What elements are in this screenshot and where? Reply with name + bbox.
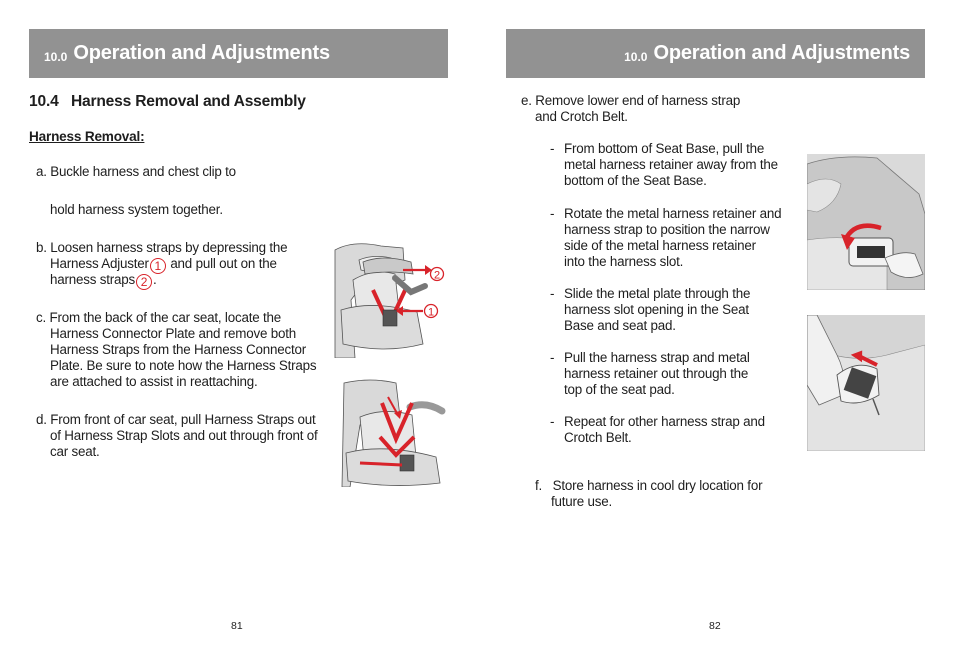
step-a-line2: hold harness system together. xyxy=(50,202,223,217)
callout-2-badge: 2 xyxy=(136,274,152,290)
section-title: 10.4 Harness Removal and Assembly xyxy=(29,93,306,110)
bullet-3-line1: Slide the metal plate through the xyxy=(564,286,751,301)
step-c-line5: are attached to assist in reattaching. xyxy=(50,374,258,389)
figure-pull-plate xyxy=(807,315,925,451)
bullet-1-line2: metal harness retainer away from the xyxy=(564,157,778,172)
step-f-line1: f. Store harness in cool dry location for xyxy=(535,478,763,493)
step-e-line1: e. Remove lower end of harness strap xyxy=(521,93,741,108)
step-c-line3: Harness Straps from the Harness Connector xyxy=(50,342,307,357)
header-number: 10.0 xyxy=(44,49,68,64)
figure-rotate-retainer xyxy=(807,154,925,290)
right-page-header xyxy=(506,29,925,78)
figure-pull-straps xyxy=(340,377,448,487)
header-title: Operation and Adjustments xyxy=(73,42,330,64)
bullet-1-line3: bottom of the Seat Base. xyxy=(564,173,707,188)
step-c-line2: Harness Connector Plate and remove both xyxy=(50,326,297,341)
step-c-line1: c. From the back of the car seat, locate the xyxy=(36,310,282,325)
bullet-5-line1: Repeat for other harness strap and xyxy=(564,414,765,429)
bullet-4-line2: harness retainer out through the xyxy=(564,366,749,381)
bullet-3-dash: - xyxy=(550,286,555,301)
bullet-2-line4: into the harness slot. xyxy=(564,254,684,269)
bullet-2-dash: - xyxy=(550,206,555,221)
bullet-2-line2: harness strap to position the narrow xyxy=(564,222,770,237)
step-b-line2-pre: Harness Adjuster xyxy=(50,256,149,271)
step-a-line1: a. Buckle harness and chest clip to xyxy=(36,164,236,179)
header-title: Operation and Adjustments xyxy=(653,42,910,64)
step-b-line1: b. Loosen harness straps by depressing the xyxy=(36,240,288,255)
bullet-3-line2: harness slot opening in the Seat xyxy=(564,302,749,317)
header-number: 10.0 xyxy=(624,49,648,64)
bullet-2-line3: side of the metal harness retainer xyxy=(564,238,756,253)
step-b-line3 xyxy=(50,272,157,290)
bullet-4-line3: top of the seat pad. xyxy=(564,382,675,397)
step-d-line2: of Harness Strap Slots and out through front of xyxy=(50,428,318,443)
page-number-right: 82 xyxy=(709,620,721,632)
figure-callout-1-label: 1 xyxy=(427,306,435,319)
figure-loosen-harness xyxy=(333,240,448,358)
step-e-line2: and Crotch Belt. xyxy=(535,109,628,124)
subsection-title: Harness Removal: xyxy=(29,129,145,144)
bullet-5-line2: Crotch Belt. xyxy=(564,430,632,445)
bullet-1-dash: - xyxy=(550,141,555,156)
step-c-line4: Plate. Be sure to note how the Harness Straps xyxy=(50,358,317,373)
step-b-line2-post: and pull out on the xyxy=(170,256,277,271)
step-d-line3: car seat. xyxy=(50,444,100,459)
figure-callout-2-label: 2 xyxy=(433,269,441,282)
bullet-4-line1: Pull the harness strap and metal xyxy=(564,350,750,365)
bullet-1-line1: From bottom of Seat Base, pull the xyxy=(564,141,765,156)
callout-1-badge: 1 xyxy=(150,258,166,274)
bullet-4-dash: - xyxy=(550,350,555,365)
step-b-line3-post: . xyxy=(153,272,157,287)
left-page-header xyxy=(29,29,448,78)
bullet-5-dash: - xyxy=(550,414,555,429)
step-d-line1: d. From front of car seat, pull Harness Straps out xyxy=(36,412,316,427)
page-number-left: 81 xyxy=(231,620,243,632)
step-f-line2: future use. xyxy=(551,494,613,509)
bullet-2-line1: Rotate the metal harness retainer and xyxy=(564,206,782,221)
step-b-line3-pre: harness straps xyxy=(50,272,136,287)
bullet-3-line3: Base and seat pad. xyxy=(564,318,676,333)
